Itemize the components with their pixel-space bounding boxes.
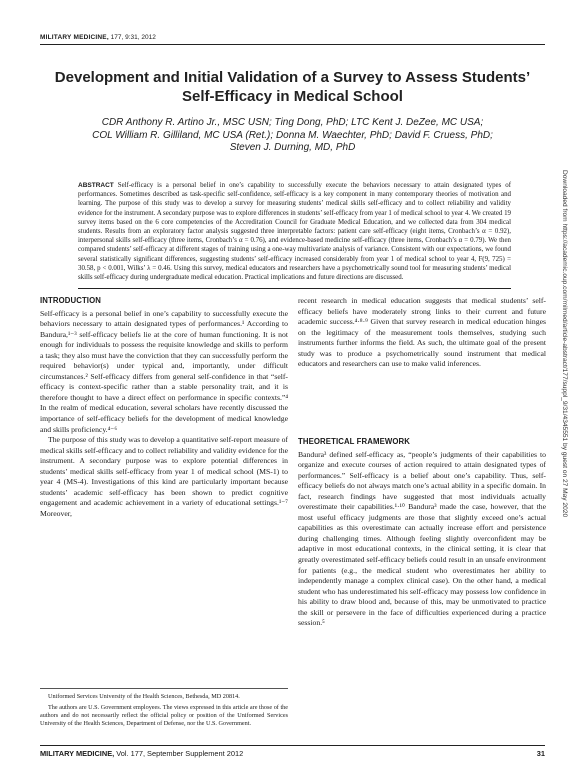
abstract-label: ABSTRACT: [78, 182, 114, 189]
footer-issue: Vol. 177, September Supplement 2012: [114, 749, 244, 758]
article-title: Development and Initial Validation of a Survey to Assess Students’ Self-Efficacy in Medical School: [54, 69, 531, 105]
right-column: [298, 437, 546, 629]
page-number: 31: [536, 749, 545, 758]
theoretical-framework-heading: THEORETICAL FRAMEWORK: [298, 437, 410, 446]
author-line-1: CDR Anthony R. Artino Jr., MSC USN; Ting Dong, PhD; LTC Kent J. DeZee, MC USA;: [101, 117, 484, 128]
abstract: [78, 181, 511, 289]
introduction-heading: INTRODUCTION: [40, 296, 101, 305]
left-column: [40, 296, 288, 519]
footnotes: [40, 688, 288, 731]
page-footer: [40, 745, 545, 758]
author-line-2: COL William R. Gilliland, MC USA (Ret.); Donna M. Waechter, PhD; David F. Cruess, PhD;: [92, 129, 493, 141]
running-head-issue: 177, 9:31, 2012: [108, 34, 156, 41]
author-line-3: Steven J. Durning, MD, PhD: [229, 142, 356, 153]
footnote-disclaimer: The authors are U.S. Government employees. The views expressed in this article are those of the authors and do not necessarily reflect the official policy or position of the Uniformed Services University of the Health Sciences, Department of Defense, nor the U.S. Government.: [40, 704, 288, 727]
running-head: [40, 34, 545, 45]
running-head-journal: MILITARY MEDICINE,: [40, 34, 109, 41]
theoretical-framework-paragraph: Bandura³ defined self-efficacy as, “people’s judgments of their capabilities to organize and execute courses of action required to attain designated types of performances.” Self-efficacy is a belief about one’s capability. Thus, self-efficacy beliefs do not always match one’s actual ability in a specific domain. In fact, research findings have suggested that most individuals actually overestimate their capabilities.¹·¹⁰ Bandura³ made the case, however, that the most useful efficacy judgments are those that slightly exceed one’s actual capabilities as this overestimate can actually increase effort and persistence during challenging times. Although feeling slightly overconfident may be adaptive in most educational contexts, in the clinical setting, it is clear that greatly overestimated self-efficacy beliefs could result in an unsafe environment for patients (e.g., the medical student who overestimates her ability to independently manage a complex clinical case). On the other hand, a medical student who has underestimated his self-efficacy may possess low confidence in his ability to draw blood and, because of this, may be unmotivated to practice the skill or persevere in the face of difficulties experienced during a practice session.⁵: [298, 449, 546, 628]
introduction-paragraph-1: Self-efficacy is a personal belief in one’s capability to successfully execute the behaviors necessary to attain designated types of performances.¹ According to Bandura,¹⁻³ self-efficacy beliefs lie at the core of human functioning. It is not enough for individuals to possess the requisite knowledge and skills to perform a task; they also must have the conviction that they can successfully perform the required behavior(s) under typical and, importantly, under difficult circumstances.² Self-efficacy differs from general self-confidence in that “self-efficacy is context-specific rather than a stable personality trait, and it is therefore thought to have a direct effect on performance in specific contexts.”⁴ In the realm of medical education, several scholars have recently discussed the importance of self-efficacy beliefs for the development of medical knowledge and skills proficiency.⁴⁻⁶: [40, 308, 288, 434]
right-column-continuation: [298, 296, 546, 370]
introduction-paragraph-2: The purpose of this study was to develop a quantitative self-report measure of medical skills self-efficacy and to collect reliability and validity evidence for the instrument. A secondary purpose was to explore potential differences in students’ medical skills self-efficacy from year 1 of medical school (MS-1) to year 4 (MS-4). Investigations of this kind are particularly important because students’ academic self-efficacy has been shown to predict cognitive engagement and academic achievement in a variety of educational settings.¹⁻⁷ Moreover,: [40, 435, 288, 518]
footer-journal-name: MILITARY MEDICINE,: [40, 749, 115, 758]
introduction-continuation: recent research in medical education suggests that medical students’ self-efficacy beliefs have moderately strong links to their current and future academic success.⁴·⁸·⁹ Given that survey research in medical education hinges on the legitimacy of the measurement tools themselves, studying such instruments further informs the field. As such, the ultimate goal of the present study was to produce a psychometrically sound instrument that medical educators and researchers can use to make valid inferences.: [298, 296, 546, 369]
author-list: [40, 117, 545, 155]
download-sidebar: [560, 170, 570, 770]
download-notice: Downloaded from https://academic.oup.com/milmed/article-abstract/177/suppl_9/31/4345551 by guest on 27 May 2020: [561, 170, 568, 518]
footer-journal: [40, 749, 243, 758]
footnote-affiliation: Uniformed Services University of the Health Sciences, Bethesda, MD 20814.: [48, 693, 240, 700]
abstract-text: Self-efficacy is a personal belief in one’s capability to successfully execute the behaviors necessary to attain designated types of performances. Sometimes described as task-specific self-confidence, self-efficacy is a key component in many contemporary theories of motivation and learning. The purpose of this study was to develop a survey for measuring students’ medical skills self-efficacy and to collect reliability and validity evidence for the instrument. A secondary purpose was to explore differences in students’ self-efficacy from year 1 of medical school to year 4. We created 19 survey items based on the 6 core competencies of the Accreditation Council for Graduate Medical Education, and we collected data from 304 medical students. Results from an exploratory factor analysis suggested three interpretable factors: patient care self-efficacy (eight items, Cronbach’s α = 0.92), interpersonal skills self-efficacy (three items, Cronbach’s α = 0.76), and evidence-based medicine self-efficacy (three items, Cronbach’s α = 0.79). We then compared students’ self-efficacy at different stages of training using a one-way multivariate analysis of variance. Consistent with our expectations, we found several statistically significant differences, suggesting students’ self-efficacy increased considerably from year 1 of medical school to year 4, F(9, 725) = 30.58, p < 0.001, Wilks’ λ = 0.46. Using this survey, medical educators and researchers have a psychometrically sound tool for measuring students’ medical skills self-efficacy during undergraduate medical education. Practical implications and future directions are discussed.: [78, 182, 511, 282]
